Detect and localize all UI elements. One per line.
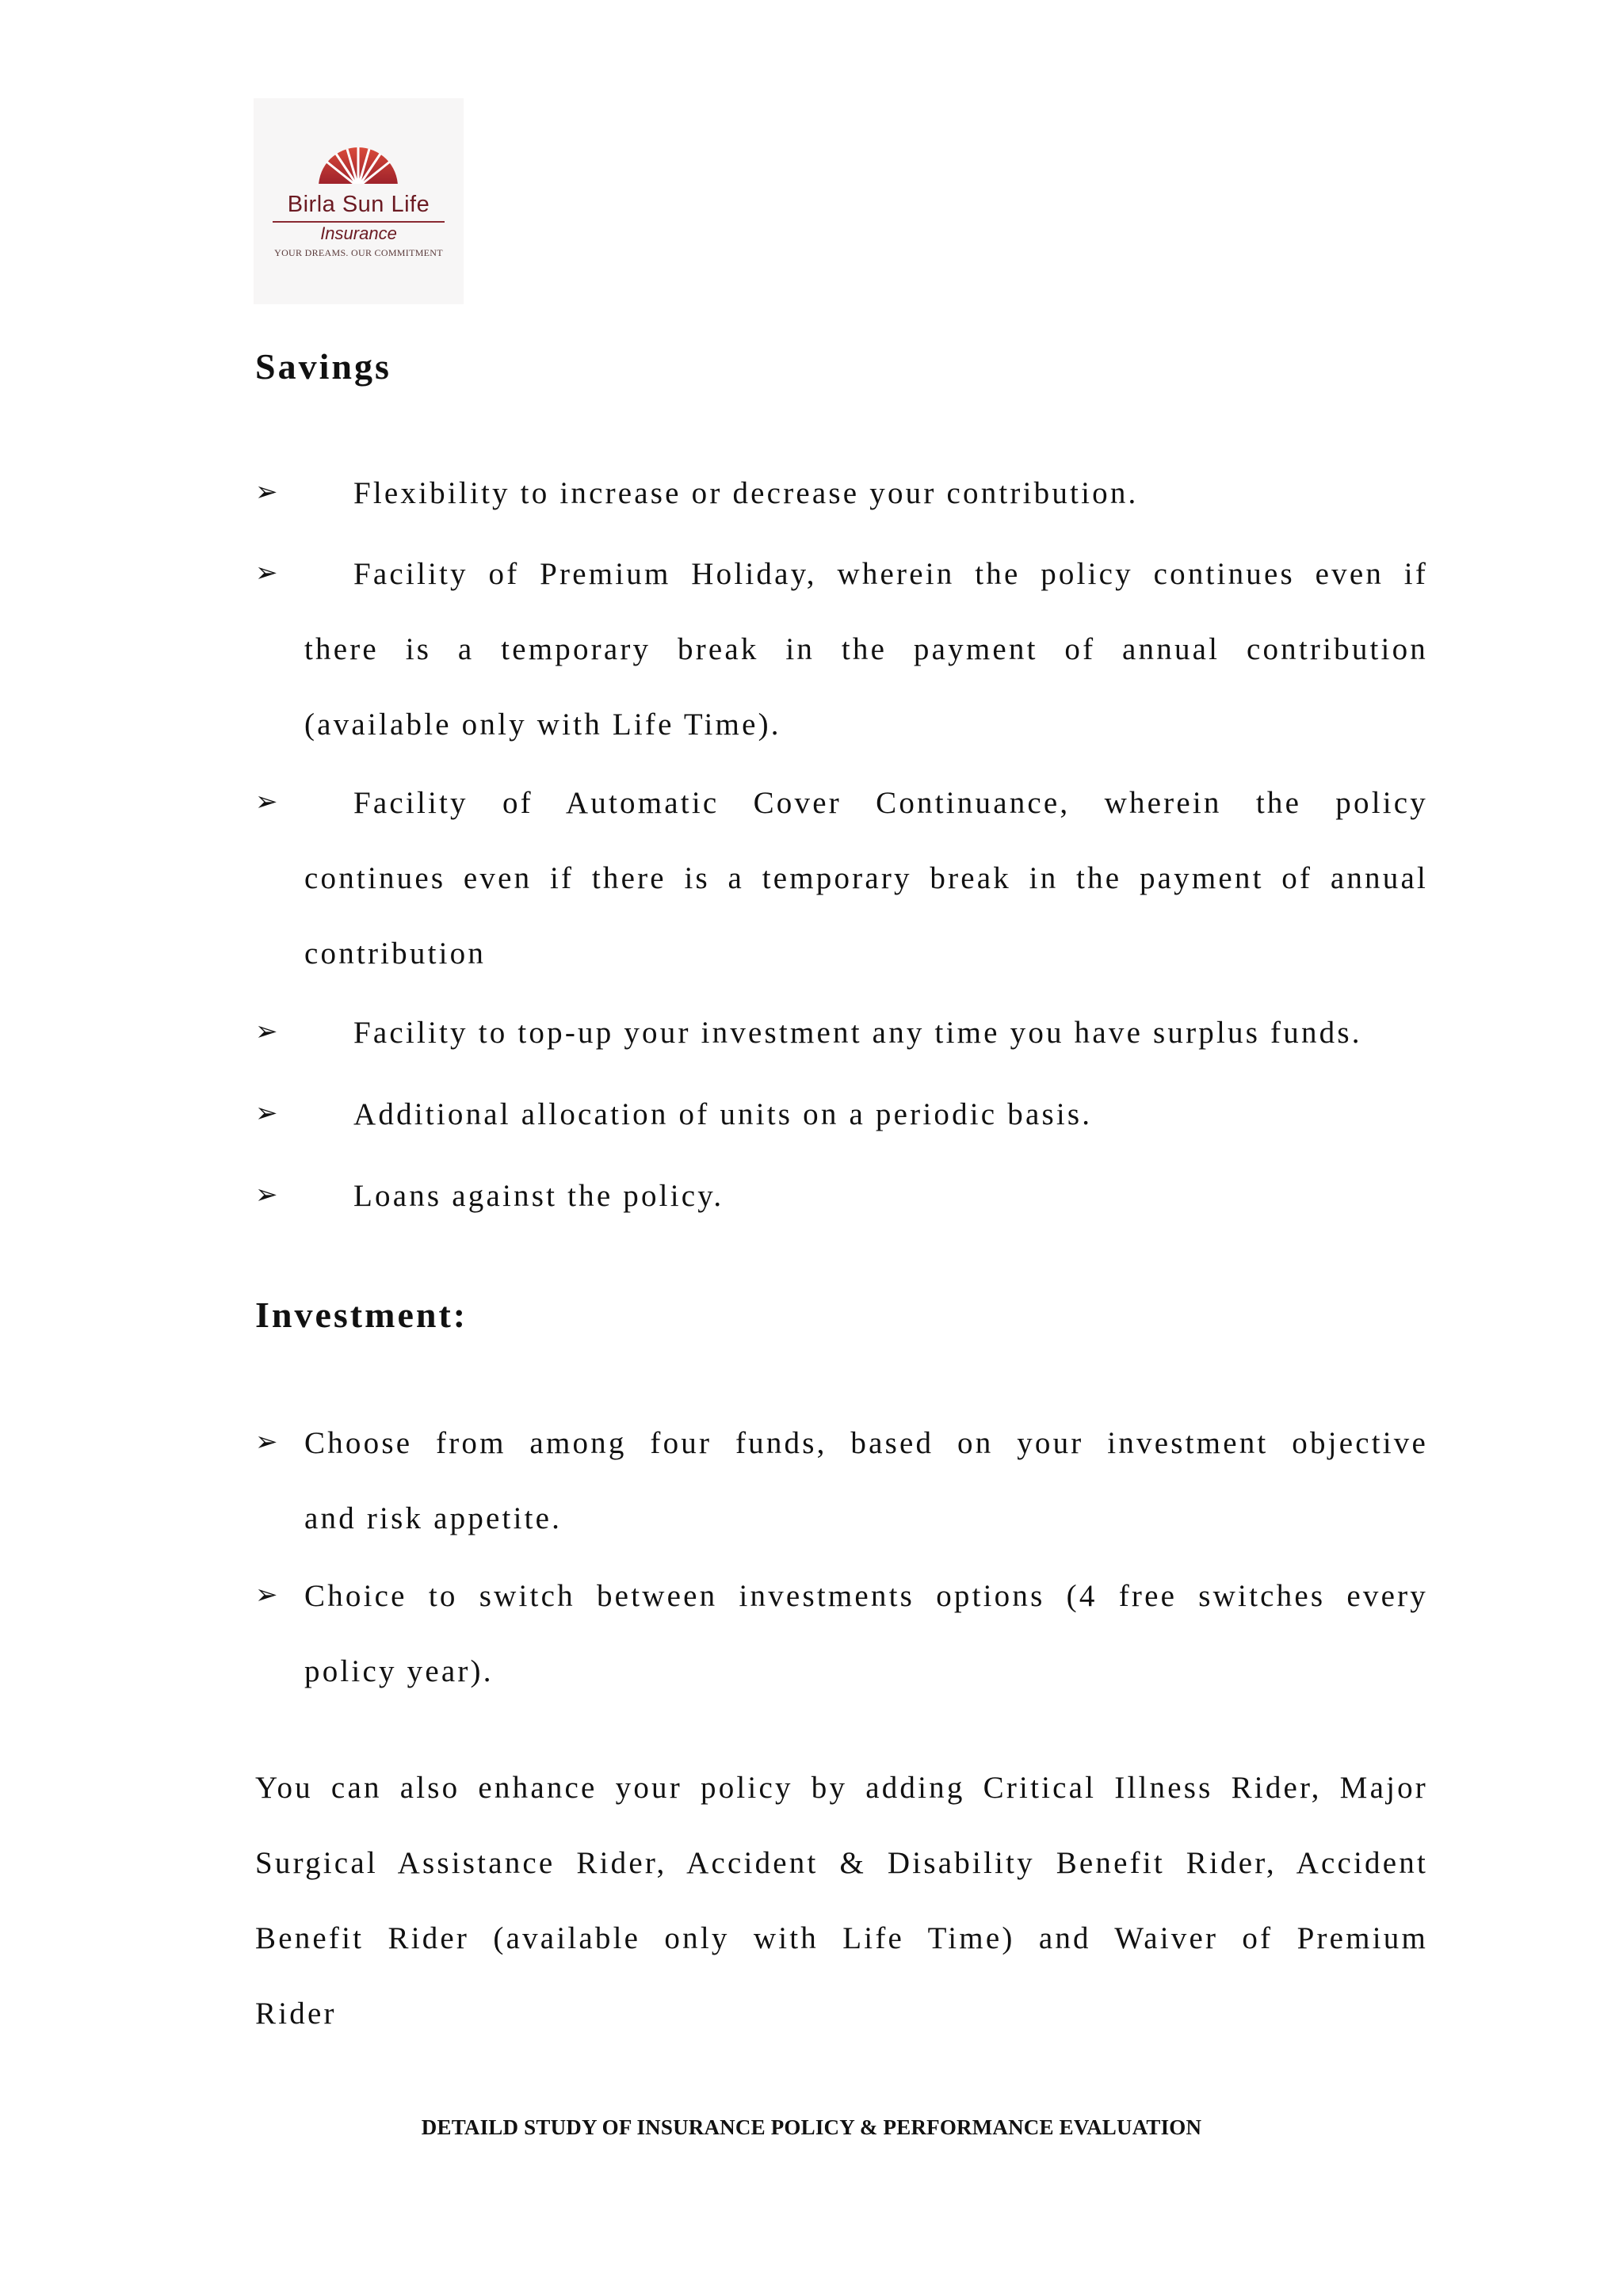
logo-tagline: YOUR DREAMS. OUR COMMITMENT (274, 247, 443, 258)
arrow-bullet-icon: ➢ (255, 1016, 278, 1047)
list-item-line: policy year). (304, 1654, 494, 1688)
list-item-line: Additional allocation of units on a periodic basis. (353, 1097, 1093, 1131)
list-item-line: (available only with Life Time). (304, 707, 781, 742)
arrow-bullet-icon: ➢ (255, 786, 278, 818)
arrow-bullet-icon: ➢ (255, 557, 278, 589)
arrow-bullet-icon: ➢ (255, 1426, 278, 1458)
page-footer: DETAILD STUDY OF INSURANCE POLICY & PERFORMANCE EVALUATION (421, 2115, 1202, 2139)
savings-heading: Savings (255, 346, 391, 387)
list-item-line: there is a temporary break in the payment of annual contribution (304, 632, 1428, 666)
list-item-line: Flexibility to increase or decrease your contribution. (353, 476, 1139, 510)
list-item-line: Choose from among four funds, based on your investment objective (304, 1426, 1428, 1460)
list-item-line: Facility of Automatic Cover Continuance, wherein the policy (353, 786, 1428, 820)
arrow-bullet-icon: ➢ (255, 1097, 278, 1129)
logo-sub-text: Insurance (320, 223, 397, 243)
list-item-line: Facility to top-up your investment any time you have surplus funds. (353, 1016, 1362, 1050)
paragraph-line: Surgical Assistance Rider, Accident & Disability Benefit Rider, Accident (255, 1846, 1428, 1880)
list-item-line: Facility of Premium Holiday, wherein the policy continues even if (353, 557, 1428, 591)
company-logo (254, 98, 464, 304)
list-item-line: continues even if there is a temporary break in the payment of annual (304, 861, 1428, 895)
arrow-bullet-icon: ➢ (255, 1579, 278, 1611)
sun-logo-icon (254, 98, 464, 193)
paragraph-line: You can also enhance your policy by adding Critical Illness Rider, Major (255, 1771, 1428, 1805)
list-item-line: Choice to switch between investments options (4 free switches every (304, 1579, 1428, 1613)
investment-heading: Investment: (255, 1295, 468, 1335)
paragraph-line: Rider (255, 1997, 337, 2031)
logo-divider (273, 221, 445, 223)
list-item-line: Loans against the policy. (353, 1179, 724, 1213)
logo-brand-text: Birla Sun Life (287, 192, 430, 217)
list-item-line: and risk appetite. (304, 1501, 563, 1535)
list-item-line: contribution (304, 936, 487, 971)
arrow-bullet-icon: ➢ (255, 1179, 278, 1211)
arrow-bullet-icon: ➢ (255, 476, 278, 508)
paragraph-line: Benefit Rider (available only with Life Time) and Waiver of Premium (255, 1921, 1428, 1955)
